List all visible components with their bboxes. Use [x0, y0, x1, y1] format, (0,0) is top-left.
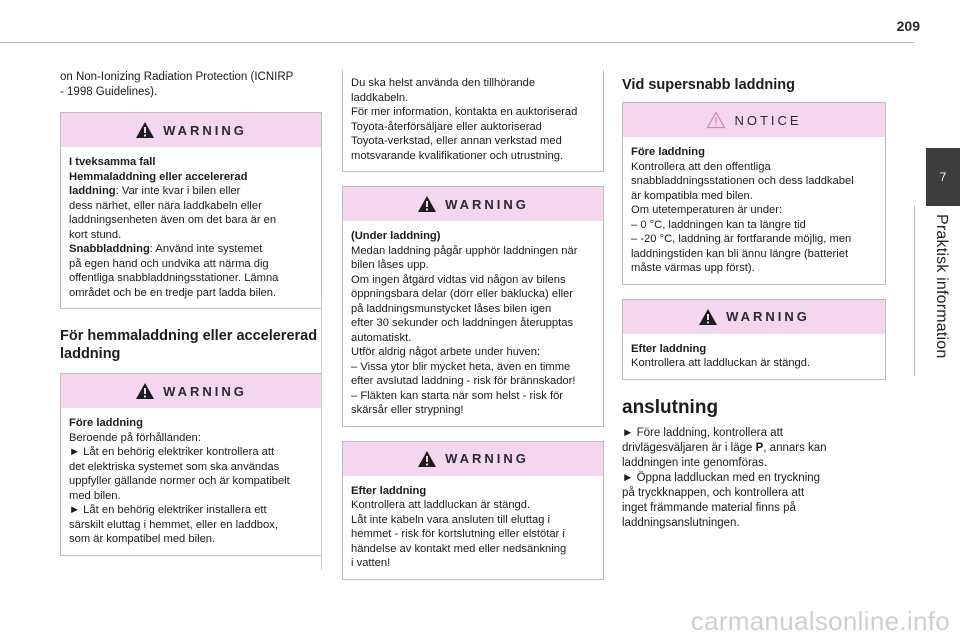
warning-text: ► Låt en behörig elektriker kontrollera att — [69, 446, 275, 458]
notice-text: Du ska helst använda den tillhörande — [351, 77, 536, 89]
notice-text: Om utetemperaturen är under: — [631, 204, 783, 216]
notice-box — [622, 102, 886, 285]
warning-text: på laddningsmunstycket låses bilen igen — [351, 302, 552, 315]
warning-term: laddning — [69, 185, 116, 197]
warning-title: Hemmaladdning eller accelererad — [69, 170, 248, 183]
warning-text: på egen hand och undvika att närma dig — [69, 257, 269, 270]
step-text-part: , annars kan — [763, 441, 827, 454]
warning-box — [60, 373, 322, 556]
warning-text: Utför aldrig något arbete under huven: — [351, 346, 541, 358]
warning-text-part: : Använd inte systemet — [149, 243, 263, 255]
warning-text: Om ingen åtgärd vidtas vid någon av bilens — [351, 273, 566, 286]
notice-text: måste värmas upp först). — [631, 262, 755, 274]
step-text: laddningen inte genomföras. — [622, 456, 768, 469]
warning-text: hemmet - risk för kortslutning eller elstötar i — [351, 528, 565, 540]
warning-text: händelse av kontakt med eller nedsänkning — [351, 542, 567, 555]
notice-text: snabbladdningsstationen och dess laddkabel — [631, 175, 854, 187]
warning-title: Efter laddning — [631, 342, 707, 355]
warning-term: Snabbladdning — [69, 243, 150, 255]
warning-text: särskilt eluttag i hemmet, eller en laddbox, — [69, 518, 278, 531]
warning-title: Före laddning — [69, 417, 143, 429]
warning-text: efter 30 sekunder och laddningen återupptas — [351, 317, 574, 329]
step-text: inget främmande material finns på — [622, 501, 796, 514]
warning-text-part: : Var inte kvar i bilen eller — [115, 185, 241, 197]
notice-text: – 0 °C, laddningen kan ta längre tid — [631, 218, 806, 231]
warning-label: WARNING — [445, 451, 529, 466]
chapter-divider — [914, 206, 915, 376]
section-heading: För hemmaladdning eller accelererad — [60, 328, 318, 344]
notice-text: Kontrollera att den offentliga — [631, 160, 771, 173]
warning-text: efter avslutad laddning - risk för brännskador! — [351, 375, 576, 387]
warning-box — [342, 441, 604, 580]
warning-box — [60, 112, 322, 309]
warning-text — [69, 184, 313, 199]
chapter-tab[interactable] — [926, 148, 960, 206]
warning-text — [69, 242, 313, 257]
page-number: 209 — [896, 18, 920, 34]
warning-title: I tveksamma fall — [69, 156, 156, 168]
column-2 — [342, 70, 604, 594]
warning-label: WARNING — [163, 383, 247, 399]
section-heading: Vid supersnabb laddning — [622, 77, 795, 93]
warning-triangle-icon — [135, 382, 155, 400]
warning-box — [622, 299, 886, 380]
notice-text: är kompatibla med bilen. — [631, 189, 753, 202]
chapter-title: Praktisk information — [933, 214, 950, 359]
warning-text: Kontrollera att laddluckan är stängd. — [631, 357, 811, 369]
step-text — [622, 441, 886, 456]
step-text: på tryckknappen, och kontrollera att — [622, 486, 805, 499]
warning-label: WARNING — [163, 122, 247, 138]
warning-text: automatiskt. — [351, 331, 412, 344]
warning-text: ► Låt en behörig elektriker installera ett — [69, 504, 267, 516]
warning-triangle-icon — [417, 450, 437, 468]
column-3 — [622, 70, 886, 531]
watermark: carmanualsonline.info — [690, 606, 950, 636]
warning-triangle-icon — [698, 308, 718, 326]
gear-position: P — [755, 441, 764, 454]
warning-header — [343, 187, 603, 221]
warning-title: (Under laddning) — [351, 230, 441, 242]
warning-header — [623, 300, 885, 334]
notice-text: För mer information, kontakta en auktoriserad — [351, 106, 578, 118]
notice-text: – -20 °C, laddning är fortfarande möjlig, men — [631, 233, 852, 245]
warning-text: – Fläkten kan starta när som helst - risk för — [351, 389, 564, 402]
notice-label: NOTICE — [734, 112, 802, 128]
warning-label: WARNING — [726, 309, 810, 324]
warning-text: som är kompatibel med bilen. — [69, 533, 216, 545]
warning-text: bilen låses upp. — [351, 259, 429, 271]
step-text: ► Öppna laddluckan med en tryckning — [622, 471, 821, 484]
step-text-part: drivlägesväljaren är i läge — [622, 441, 756, 454]
column-1 — [60, 70, 322, 570]
notice-text: laddningstiden kan bli ännu längre (batteriet — [631, 247, 849, 260]
warning-text: offentliga snabbladdningsstationer. Lämna — [69, 272, 279, 284]
notice-title: Före laddning — [631, 146, 705, 158]
section-heading: laddning — [60, 346, 121, 362]
notice-text: Toyota-återförsäljare eller auktoriserad — [351, 120, 542, 133]
warning-text: Låt inte kabeln vara ansluten till eluttag i — [351, 513, 551, 526]
column-rule — [321, 300, 322, 570]
notice-header — [623, 103, 885, 137]
warning-triangle-icon — [135, 121, 155, 139]
warning-header — [61, 374, 321, 408]
warning-text: dess närhet, eller nära laddkabeln eller — [69, 199, 262, 212]
warning-text: laddningsenheten även om det bara är en — [69, 214, 277, 226]
main-heading: anslutning — [622, 396, 719, 418]
chapter-number: 7 — [939, 170, 947, 184]
step-text: laddningsanslutningen. — [622, 516, 740, 529]
warning-text: Beroende på förhållanden: — [69, 431, 201, 444]
notice-text: Toyota-verkstad, eller annan verkstad med — [351, 135, 562, 147]
warning-text: Kontrollera att laddluckan är stängd. — [351, 499, 531, 511]
warning-text: området och be en tredje part ladda bilen. — [69, 286, 277, 299]
warning-text: uppfyller gällande normer och är kompatibelt — [69, 475, 290, 487]
warning-text: kort stund. — [69, 228, 122, 241]
notice-text: motsvarande kvalifikationer och utrustning. — [351, 149, 564, 162]
warning-title: Efter laddning — [351, 484, 427, 497]
warning-box — [342, 186, 604, 427]
warning-label: WARNING — [445, 196, 529, 212]
header-rule — [0, 42, 914, 43]
warning-text: Medan laddning pågår upphör laddningen när — [351, 244, 578, 257]
warning-text: med bilen. — [69, 489, 121, 502]
warning-text: det elektriska systemet som ska användas — [69, 460, 280, 473]
step-text: ► Före laddning, kontrollera att — [622, 426, 783, 439]
notice-continuation-box — [342, 70, 604, 172]
warning-text: – Vissa ytor blir mycket heta, även en timme — [351, 360, 571, 373]
notice-text: laddkabeln. — [351, 91, 409, 104]
intro-text: on Non-Ionizing Radiation Protection (ICNIRP — [60, 71, 294, 83]
intro-text: - 1998 Guidelines). — [60, 86, 158, 98]
warning-triangle-icon — [417, 195, 437, 213]
warning-text: i vatten! — [351, 557, 391, 569]
warning-text: öppningsbara delar (dörr eller baklucka) eller — [351, 288, 574, 300]
warning-text: skärsår eller strypning! — [351, 404, 464, 416]
notice-triangle-icon — [706, 111, 726, 129]
warning-header — [343, 442, 603, 476]
warning-header — [61, 113, 321, 147]
